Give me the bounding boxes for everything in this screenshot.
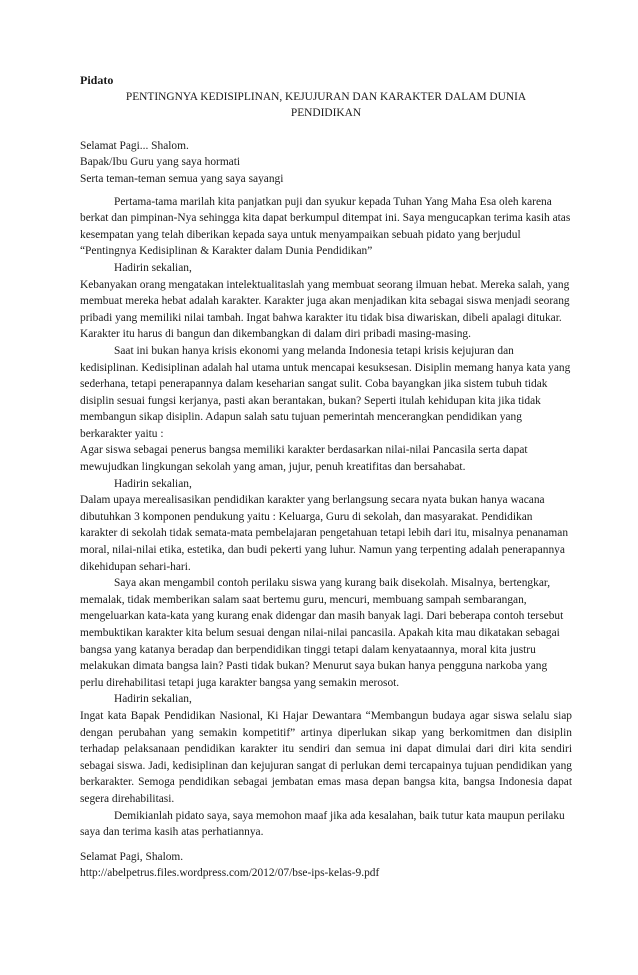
spacer bbox=[80, 130, 572, 138]
address-line: Hadirin sekalian, bbox=[114, 261, 192, 274]
document-title: PENTINGNYA KEDISIPLINAN, KEJUJURAN DAN KARAKTER DALAM DUNIA PENDIDIKAN bbox=[125, 90, 527, 120]
paragraph-character: Kebanyakan orang mengatakan intelektualitaslah yang membuat seorang ilmuan hebat. Mereka salah, yang membuat mereka hebat adalah karakter. Karakter juga akan menjadikan kita sebagai siswa menjadi seorang pribadi yang memiliki nilai tambah. Ingat bahwa karakter itu tidak bisa diwariskan, dibeli apalagi ditukar. Karakter itu harus di bangun dan dikembangkan di dalam diri pribadi masing-masing. bbox=[80, 278, 570, 341]
address-line: Hadirin sekalian, bbox=[114, 477, 192, 490]
address-line: Hadirin sekalian, bbox=[114, 693, 192, 706]
paragraph-examples: Saya akan mengambil contoh perilaku siswa yang kurang baik disekolah. Misalnya, bertengkar, memalak, tidak memberikan salam saat bertemu guru, mencuri, membuang sampah sembarangan, mengeluarkan kata-kata yang kurang enak didengar dan masih banyak lagi. Dari beberapa contoh tersebut membuktikan karakter kita belum sesuai dengan nilai-nilai pancasila. Apakah kita mau dikatakan sebagai bangsa yang katanya beradap dan berpendidikan tinggi tetapi dalam kenyataannya, moral kita justru melakukan dimata bangsa lain? Pasti tidak bukan? Menurut saya bukan hanya pengguna narkoba yang perlu direhabilitasi tetapi juga karakter bangsa yang semakin merosot. bbox=[80, 577, 564, 689]
paragraph-discipline: Saat ini bukan hanya krisis ekonomi yang melanda Indonesia tetapi krisis kejujuran dan kedisiplinan. Kedisiplinan adalah hal utama untuk mencapai kesuksesan. Disiplin memang hanya kata yang sederhana, tetapi penerapannya dalam keseharian sangat sulit. Coba bayangkan jika sistem tubuh tidak disiplin sesuai fungsi kerjanya, pasti akan berantakan, bukan? Seperti itulah kehidupan kita jika tidak membangun sikap disiplin. Adapun salah satu tujuan pemerintah mencerangkan pendidikan yang berkarakter yaitu : bbox=[80, 344, 571, 440]
paragraph-components: Dalam upaya merealisasikan pendidikan karakter yang berlangsung secara nyata bukan hanya wacana dibutuhkan 3 komponen pendukung yaitu : Keluarga, Guru di sekolah, dan masyarakat. Pendidikan karakter di sekolah tidak semata-mata pembelajaran pengetahuan tetapi lebih dari itu, misalnya penanaman moral, nilai-nilai etika, estetika, dan budi pekerti yang luhur. Namun yang terpenting adalah penerapannya dikehidupan sehari-hari. bbox=[80, 494, 569, 573]
paragraph-quote: Ingat kata Bapak Pendidikan Nasional, Ki Hajar Dewantara “Membangun budaya agar siswa selalu siap dengan perubahan yang semakin kompetitif” artinya diperlukan sikap yang berkomitmen dan disiplin terhadap pelaksanaan pendidikan karakter itu sendiri dan semua ini dapat dimulai dari diri kita sendiri sebagai siswa. Jadi, kedisiplinan dan kejujuran sangat di perlukan demi tercapainya tujuan pendidikan yang berkarakter. Semoga pendidikan sebagai jembatan emas masa depan bangsa kita, bangsa Indonesia dapat segera direhabilitasi. bbox=[80, 709, 572, 805]
source-url: http://abelpetrus.files.wordpress.com/2012/07/bse-ips-kelas-9.pdf bbox=[80, 867, 380, 880]
spacer bbox=[80, 841, 572, 849]
document-page bbox=[80, 72, 572, 882]
closing-greeting: Selamat Pagi, Shalom. bbox=[80, 850, 184, 863]
paragraph-goal: Agar siswa sebagai penerus bangsa memiliki karakter berdasarkan nilai-nilai Pancasila serta dapat mewujudkan lingkungan sekolah yang aman, jujur, penuh kreatifitas dan bersahabat. bbox=[80, 444, 528, 474]
document-label: Pidato bbox=[80, 73, 114, 87]
greeting-line: Serta teman-teman semua yang saya sayangi bbox=[80, 172, 284, 185]
paragraph-closing: Demikianlah pidato saya, saya memohon maaf jika ada kesalahan, baik tutur kata maupun perilaku saya dan terima kasih atas perhatiannya. bbox=[80, 809, 565, 839]
paragraph-opening: Pertama-tama marilah kita panjatkan puji dan syukur kepada Tuhan Yang Maha Esa oleh karena berkat dan pimpinan-Nya sehingga kita dapat berkumpul ditempat ini. Saya mengucapkan terima kasih atas kesempatan yang telah diberikan kepada saya untuk menyampaikan sebuah pidato yang berjudul “Pentingnya Kedisiplinan & Karakter dalam Dunia Pendidikan” bbox=[80, 195, 571, 258]
greeting-line: Bapak/Ibu Guru yang saya hormati bbox=[80, 156, 241, 169]
greeting-line: Selamat Pagi... Shalom. bbox=[80, 139, 189, 152]
